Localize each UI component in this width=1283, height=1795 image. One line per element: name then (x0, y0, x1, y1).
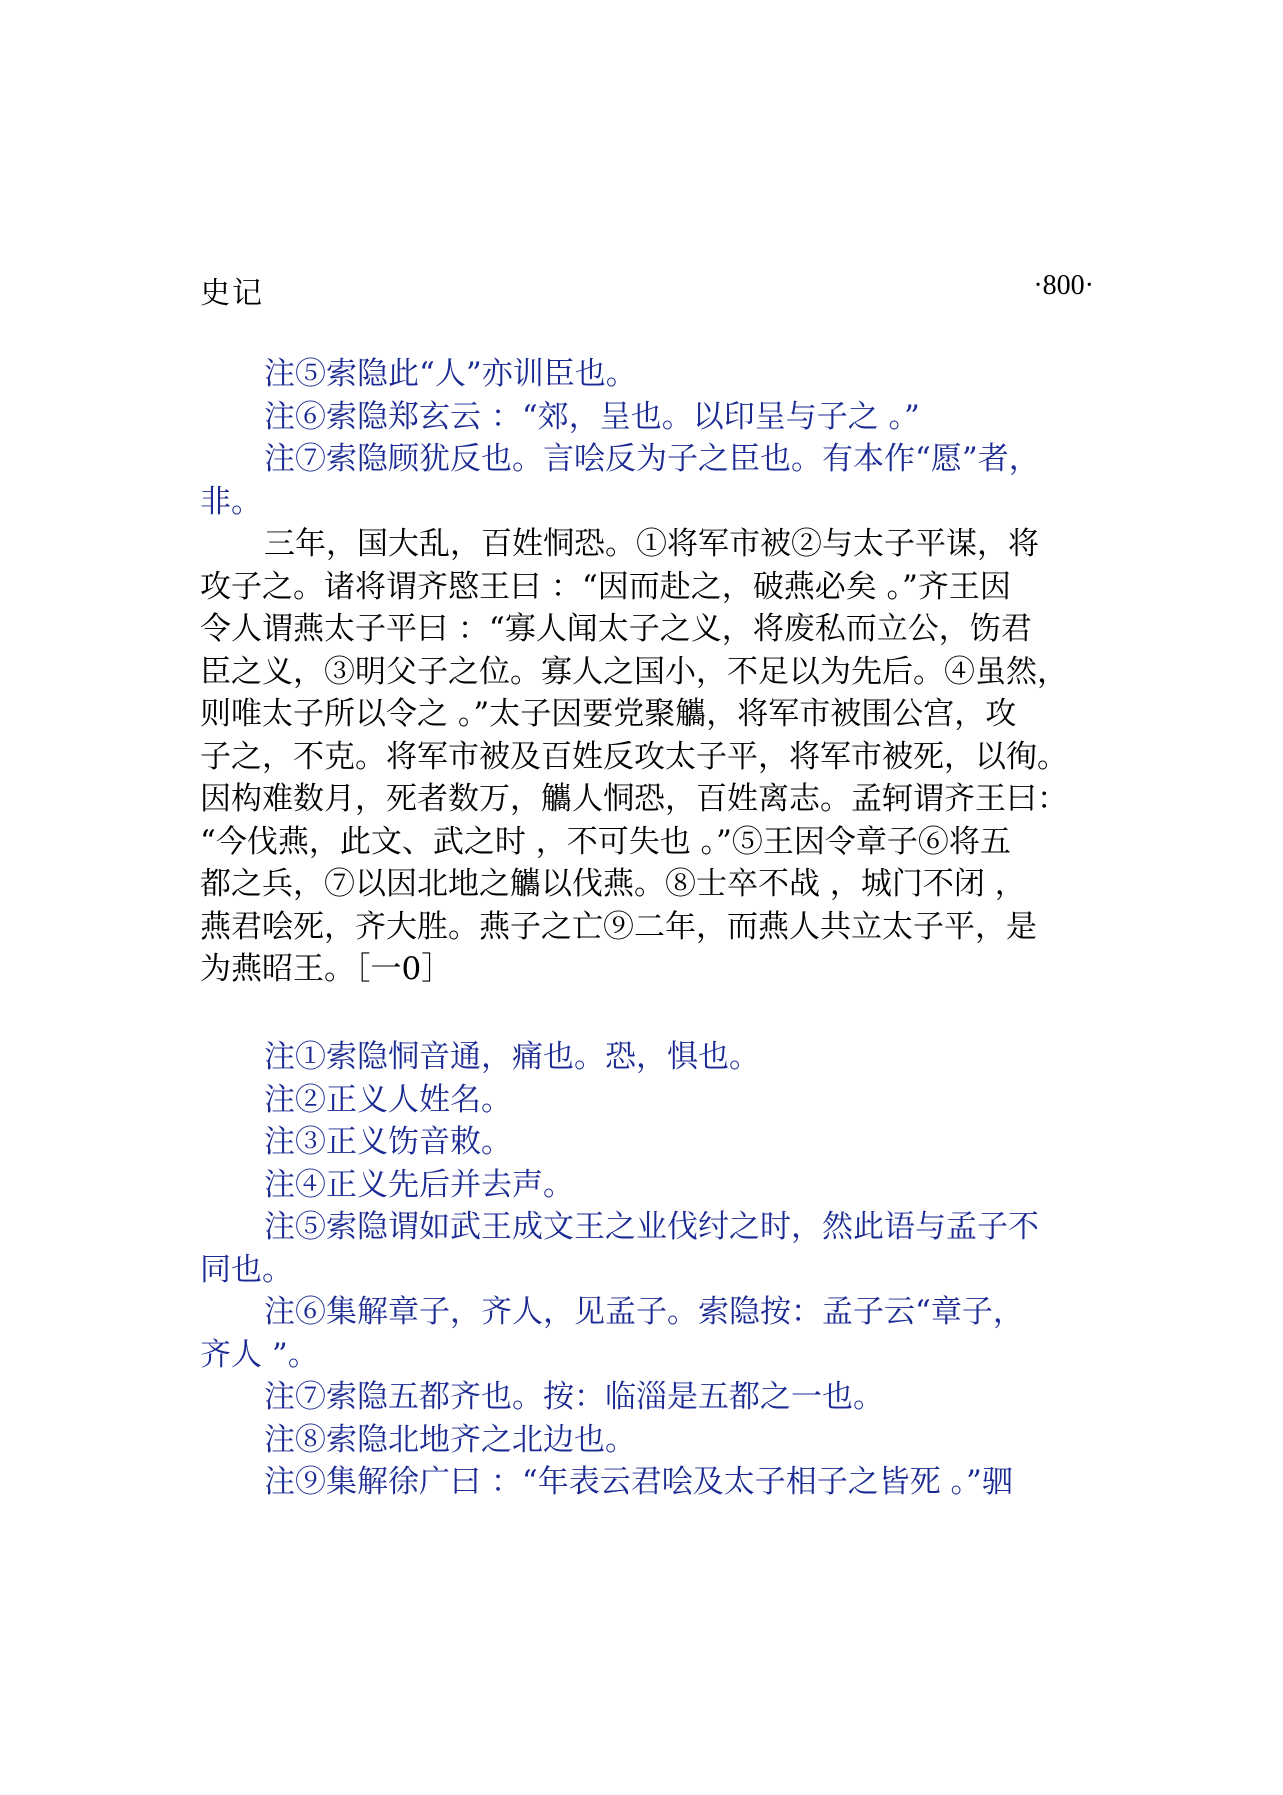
main-line: 因构难数月，死者数万，觿人恫恐，百姓离志。孟轲谓齐王曰： (200, 781, 1068, 817)
note-line: 注⑤索隐此“人”亦训臣也。 (264, 356, 637, 392)
note-line: 同也。 (200, 1251, 293, 1288)
main-text (200, 523, 1106, 991)
note-line: 注③正义饬音敕。 (264, 1124, 512, 1160)
notes-top (200, 353, 1106, 523)
main-line: 攻子之。诸将谓齐愍王曰 ：“因而赴之，破燕必矣 。”齐王因 (200, 568, 1011, 605)
main-line: “今伐燕，此文、武之时 ，不可失也 。”⑤王因令章子⑥将五 (200, 823, 1011, 860)
main-line: 三年，国大乱，百姓恫恐。①将军市被②与太子平谋，将 (264, 526, 1039, 562)
note-line: 注②正义人姓名。 (264, 1081, 512, 1118)
note-line: 注⑧索隐北地齐之北边也。 (264, 1421, 636, 1458)
notes-bottom (200, 1036, 1106, 1504)
note-line: 注⑥集解章子，齐人，见孟子。索隐按：孟子云“章子， (264, 1294, 1024, 1330)
note-line: 非。 (200, 483, 262, 520)
note-line: 注④正义先后并去声。 (264, 1166, 574, 1203)
note-line: 注⑦索隐顾犹反也。言哙反为子之臣也。有本作“愿”者， (264, 441, 1040, 477)
main-line: 都之兵，⑦以因北地之觿以伐燕。⑧士卒不战 ，城门不闭 ， (200, 866, 1026, 902)
note-line: 注①索隐恫音通，痛也。恐，惧也。 (264, 1039, 760, 1075)
page-number: ·800· (1033, 270, 1094, 301)
main-line: 为燕昭王。［一0］ (200, 951, 453, 987)
note-line: 齐人 ”。 (200, 1336, 319, 1373)
note-line: 注⑤索隐谓如武王成文王之业伐纣之时，然此语与孟子不 (264, 1209, 1039, 1245)
note-line: 注⑦索隐五都齐也。按：临淄是五都之一也。 (264, 1379, 884, 1415)
book-title: 史记 (200, 276, 264, 311)
main-line: 令人谓燕太子平曰 ：“寡人闻太子之义，将废私而立公，饬君 (200, 611, 1032, 647)
main-line: 燕君哙死，齐大胜。燕子之亡⑨二年，而燕人共立太子平，是 (200, 908, 1037, 945)
main-line: 子之，不克。将军市被及百姓反攻太子平，将军市被死，以徇。 (200, 738, 1068, 775)
main-line: 则唯太子所以令之 。”太子因要党聚觿，将军市被围公宫，攻 (200, 696, 1017, 732)
main-line: 臣之义，③明父子之位。寡人之国小，不足以为先后。④虽然， (200, 653, 1068, 690)
note-line: 注⑥索隐郑玄云 ：“郊，呈也。以印呈与子之 。” (264, 398, 920, 435)
note-line: 注⑨集解徐广曰 ：“年表云君哙及太子相子之皆死 。”驷 (264, 1464, 1013, 1500)
